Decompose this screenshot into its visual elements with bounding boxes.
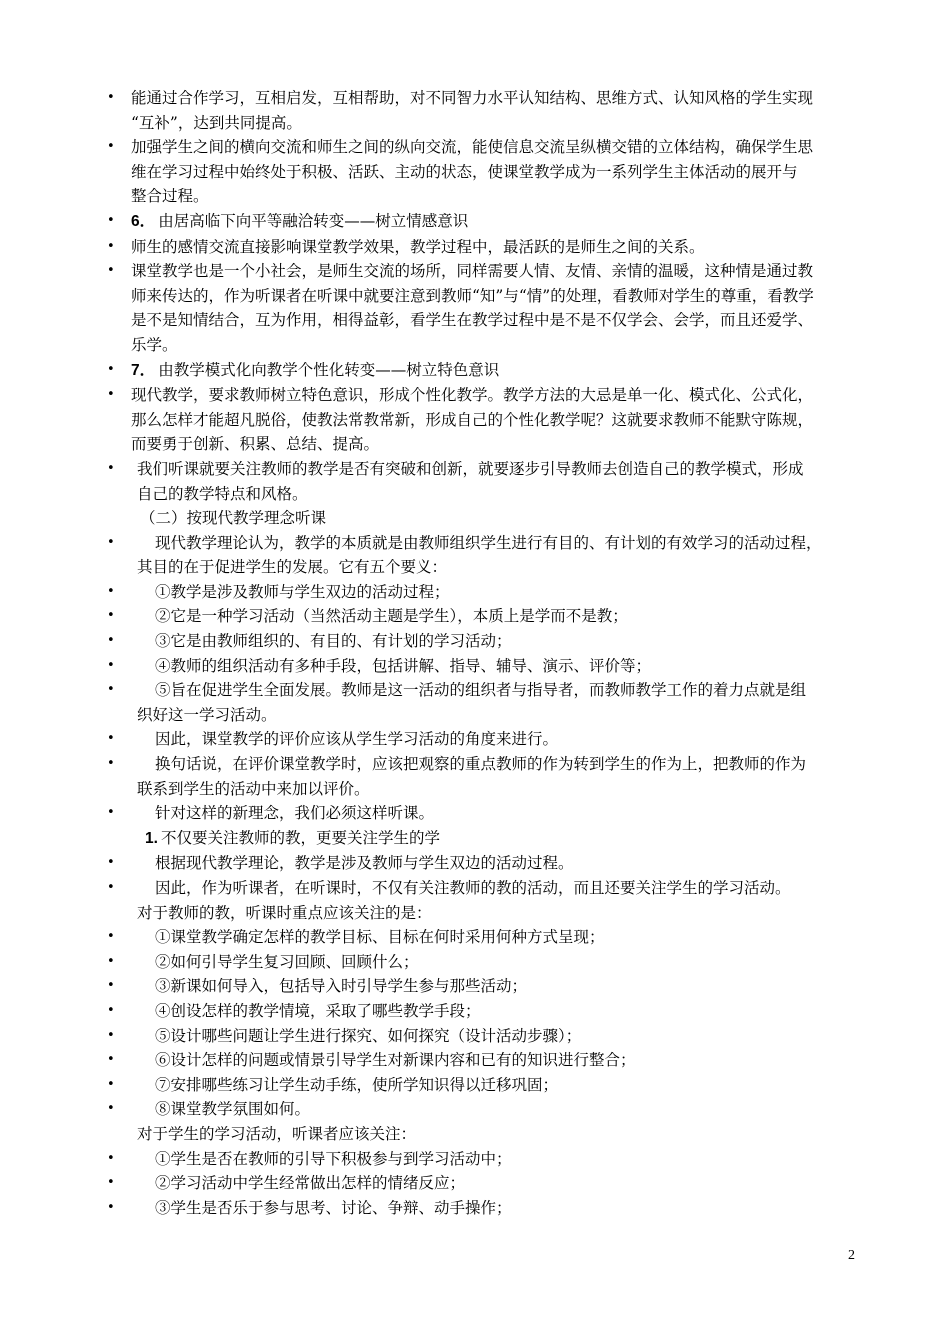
- line-text: ②如何引导学生复习回顾、回顾什么；: [155, 952, 419, 971]
- text-line: [137, 1073, 862, 1098]
- text-line: [131, 383, 862, 408]
- line-text: 师来传达的，作为听课者在听课中就要注意到教师“知”与“情”的处理，看教师对学生的尊重，看教学: [131, 286, 814, 305]
- line-text: ②它是一种学习活动（当然活动主题是学生），本质上是学而不是教；: [155, 607, 628, 626]
- text-line: [131, 358, 862, 384]
- line-text: ⑦安排哪些练习让学生动手练，使所学知识得以迁移巩固；: [155, 1075, 559, 1094]
- bullet-marker: •: [107, 608, 115, 624]
- line-text: “互补”，达到共同提高。: [131, 113, 302, 132]
- bullet-marker: •: [107, 1175, 115, 1191]
- document-body: [0, 86, 950, 1220]
- bullet-marker: •: [107, 731, 115, 747]
- line-text: 根据现代教学理论，教学是涉及教师与学生双边的活动过程。: [155, 854, 574, 873]
- line-text: ⑥设计怎样的问题或情景引导学生对新课内容和已有的知识进行整合；: [155, 1051, 636, 1070]
- text-line: [137, 752, 862, 777]
- bullet-marker: •: [107, 238, 115, 254]
- text-line: [137, 1196, 862, 1221]
- item-number: 7．: [131, 361, 156, 379]
- bullet-marker: •: [107, 1076, 115, 1092]
- bullet-paragraph: [0, 1073, 950, 1098]
- bullet-paragraph: [0, 580, 950, 605]
- bullet-marker: •: [107, 460, 115, 476]
- text-line: [131, 86, 862, 111]
- line-text: 加强学生之间的横向交流和师生之间的纵向交流，能使信息交流呈纵横交错的立体结构，确保学生思: [131, 138, 814, 157]
- bullet-paragraph: [0, 801, 950, 826]
- bullet-paragraph: [0, 629, 950, 654]
- text-line: [131, 209, 862, 235]
- page-number: 2: [848, 1248, 855, 1263]
- bullet-paragraph: [0, 876, 950, 901]
- line-text: 能通过合作学习，互相启发，互相帮助，对不同智力水平认知结构、思维方式、认知风格的学生实现: [131, 89, 814, 107]
- line-text: 是不是知情结合，互为作用，相得益彰，看学生在教学过程中是不是不仅学会、会学，而且还爱学、: [131, 311, 814, 330]
- bullet-paragraph: [0, 1171, 950, 1196]
- bullet-paragraph: [0, 531, 950, 580]
- text-line: [131, 284, 862, 309]
- item-number: 6．: [131, 212, 156, 230]
- line-text: （二）按现代教学理念听课: [140, 509, 327, 528]
- bullet-marker: •: [107, 263, 115, 279]
- bullet-paragraph: [0, 974, 950, 999]
- bullet-marker: •: [107, 855, 115, 871]
- text-line: [145, 826, 862, 852]
- bullet-paragraph: [0, 1147, 950, 1172]
- line-text: 由居高临下向平等融洽转变——树立情感意识: [158, 211, 469, 230]
- line-text: 织好这一学习活动。: [137, 705, 277, 724]
- bullet-paragraph: [0, 1024, 950, 1049]
- line-text: 不仅要关注教师的教，更要关注学生的学: [161, 828, 441, 847]
- line-text: 因此，课堂教学的评价应该从学生学习活动的角度来进行。: [155, 730, 559, 749]
- text-line: [131, 184, 862, 209]
- bullet-marker: •: [107, 880, 115, 895]
- line-text: 自己的教学特点和风格。: [137, 484, 308, 503]
- line-text: ①课堂教学确定怎样的教学目标、目标在何时采用何种方式呈现；: [155, 928, 605, 947]
- line-text: ④教师的组织活动有多种手段，包括讲解、指导、辅导、演示、评价等；: [155, 656, 652, 675]
- line-text: ①教学是涉及教师与学生双边的活动过程；: [155, 582, 450, 601]
- text-line: [137, 1171, 862, 1196]
- line-text: 整合过程。: [131, 187, 209, 206]
- line-text: ④创设怎样的教学情境，采取了哪些教学手段；: [155, 1001, 481, 1020]
- line-text: ②学习活动中学生经常做出怎样的情绪反应；: [155, 1174, 466, 1193]
- bullet-marker: •: [107, 657, 115, 673]
- line-text: 我们听课就要关注教师的教学是否有突破和创新，就要逐步引导教师去创造自己的教学模式，形成: [137, 459, 804, 478]
- text-line: [137, 999, 862, 1024]
- item-number: 1.: [145, 829, 158, 847]
- bullet-paragraph: [0, 1048, 950, 1073]
- line-text: ③它是由教师组织的、有目的、有计划的学习活动；: [155, 632, 512, 651]
- text-line: [137, 531, 862, 556]
- line-text: 师生的感情交流直接影响课堂教学效果，教学过程中，最活跃的是师生之间的关系。: [131, 237, 705, 256]
- bullet-marker: •: [107, 534, 115, 550]
- bullet-marker: •: [107, 90, 115, 105]
- bullet-paragraph: [0, 1097, 950, 1122]
- bullet-marker: •: [107, 633, 115, 649]
- text-line: [140, 506, 862, 531]
- bullet-marker: •: [107, 1052, 115, 1068]
- text-line: [137, 580, 862, 605]
- text-line: [137, 1048, 862, 1073]
- line-text: 对于学生的学习活动，听课者应该关注：: [137, 1124, 417, 1143]
- line-text: 而要勇于创新、积累、总结、提高。: [131, 435, 380, 454]
- text-line: [137, 1024, 862, 1049]
- numbered-heading: [0, 826, 950, 852]
- bullet-paragraph: [0, 752, 950, 801]
- text-line: [137, 482, 862, 507]
- text-line: [137, 851, 862, 876]
- text-line: [137, 1097, 862, 1122]
- line-text: ①学生是否在教师的引导下积极参与到学习活动中；: [155, 1149, 512, 1168]
- text-line: [137, 974, 862, 999]
- text-line: [137, 604, 862, 629]
- bullet-marker: •: [107, 756, 115, 772]
- text-line: [131, 308, 862, 333]
- section-heading: [0, 1122, 950, 1147]
- bullet-marker: •: [107, 682, 115, 698]
- text-line: [137, 629, 862, 654]
- line-text: 因此，作为听课者，在听课时，不仅有关注教师的教的活动，而且还要关注学生的学习活动。: [155, 879, 791, 897]
- line-text: 维在学习过程中始终处于积极、活跃、主动的状态，使课堂教学成为一系列学生主体活动的展开与: [131, 162, 798, 181]
- text-line: [137, 777, 862, 802]
- bullet-paragraph: [0, 925, 950, 950]
- bullet-paragraph: [0, 654, 950, 679]
- bullet-marker: •: [107, 583, 115, 599]
- line-text: 对于教师的教，听课时重点应该关注的是：: [137, 903, 432, 922]
- text-line: [137, 876, 862, 901]
- bullet-paragraph: [0, 383, 950, 457]
- line-text: ⑤旨在促进学生全面发展。教师是这一活动的组织者与指导者，而教师教学工作的着力点就是组: [155, 681, 807, 700]
- bullet-marker: •: [107, 953, 115, 969]
- bullet-marker: •: [107, 1027, 115, 1043]
- bullet-marker: •: [107, 387, 115, 403]
- bullet-paragraph: [0, 604, 950, 629]
- text-line: [131, 111, 862, 136]
- bullet-paragraph: [0, 999, 950, 1024]
- text-line: [131, 135, 862, 160]
- line-text: 其目的在于促进学生的发展。它有五个要义：: [137, 558, 448, 577]
- bullet-marker: •: [107, 1150, 115, 1166]
- bullet-marker: •: [107, 978, 115, 994]
- bullet-paragraph: [0, 86, 950, 135]
- line-text: 乐学。: [131, 335, 178, 354]
- text-line: [131, 333, 862, 358]
- line-text: ⑤设计哪些问题让学生进行探究、如何探究（设计活动步骤）；: [155, 1026, 582, 1045]
- line-text: 联系到学生的活动中来加以评价。: [137, 779, 370, 798]
- bullet-paragraph: [0, 727, 950, 752]
- section-heading: [0, 506, 950, 531]
- line-text: ③学生是否乐于参与思考、讨论、争辩、动手操作；: [155, 1198, 512, 1217]
- bullet-paragraph: [0, 209, 950, 235]
- line-text: 课堂教学也是一个小社会，是师生交流的场所，同样需要人情、友情、亲情的温暖，这种情是通过教: [131, 262, 814, 281]
- text-line: [137, 1147, 862, 1172]
- bullet-paragraph: [0, 851, 950, 876]
- line-text: 换句话说，在评价课堂教学时，应该把观察的重点教师的作为转到学生的作为上，把教师的作为: [155, 755, 807, 774]
- text-line: [137, 901, 862, 926]
- text-line: [137, 457, 862, 482]
- text-line: [137, 654, 862, 679]
- bullet-paragraph: [0, 457, 950, 506]
- text-line: [137, 678, 862, 703]
- bullet-paragraph: [0, 950, 950, 975]
- bullet-marker: •: [107, 139, 115, 155]
- line-text: 现代教学，要求教师树立特色意识，形成个性化教学。教学方法的大忌是单一化、模式化、公式化，: [131, 386, 814, 405]
- bullet-marker: •: [107, 212, 115, 228]
- bullet-marker: •: [107, 929, 115, 945]
- line-text: ⑧课堂教学氛围如何。: [155, 1100, 311, 1119]
- text-line: [131, 432, 862, 457]
- line-text: ③新课如何导入，包括导入时引导学生参与那些活动；: [155, 977, 528, 996]
- line-text: 那么怎样才能超凡脱俗，使教法常教常新，形成自己的个性化教学呢？这就要求教师不能默守陈规，: [131, 410, 814, 429]
- bullet-paragraph: [0, 235, 950, 260]
- bullet-paragraph: [0, 135, 950, 209]
- text-line: [131, 160, 862, 185]
- bullet-paragraph: [0, 1196, 950, 1221]
- text-line: [137, 555, 862, 580]
- line-text: 由教学模式化向教学个性化转变——树立特色意识: [158, 360, 500, 379]
- text-line: [131, 408, 862, 433]
- line-text: 现代教学理论认为，教学的本质就是由教师组织学生进行有目的、有计划的有效学习的活动过程，: [155, 533, 822, 552]
- bullet-paragraph: [0, 678, 950, 727]
- bullet-marker: •: [107, 1002, 115, 1018]
- bullet-paragraph: [0, 259, 950, 357]
- text-line: [137, 801, 862, 826]
- text-line: [131, 259, 862, 284]
- text-line: [137, 1122, 862, 1147]
- section-heading: [0, 901, 950, 926]
- line-text: 针对这样的新理念，我们必须这样听课。: [155, 804, 435, 823]
- bullet-marker: •: [107, 805, 115, 821]
- text-line: [137, 925, 862, 950]
- text-line: [137, 703, 862, 728]
- bullet-paragraph: [0, 358, 950, 384]
- text-line: [131, 235, 862, 260]
- bullet-marker: •: [107, 1199, 115, 1215]
- text-line: [137, 950, 862, 975]
- bullet-marker: •: [107, 1101, 115, 1117]
- bullet-marker: •: [107, 361, 115, 377]
- text-line: [137, 727, 862, 752]
